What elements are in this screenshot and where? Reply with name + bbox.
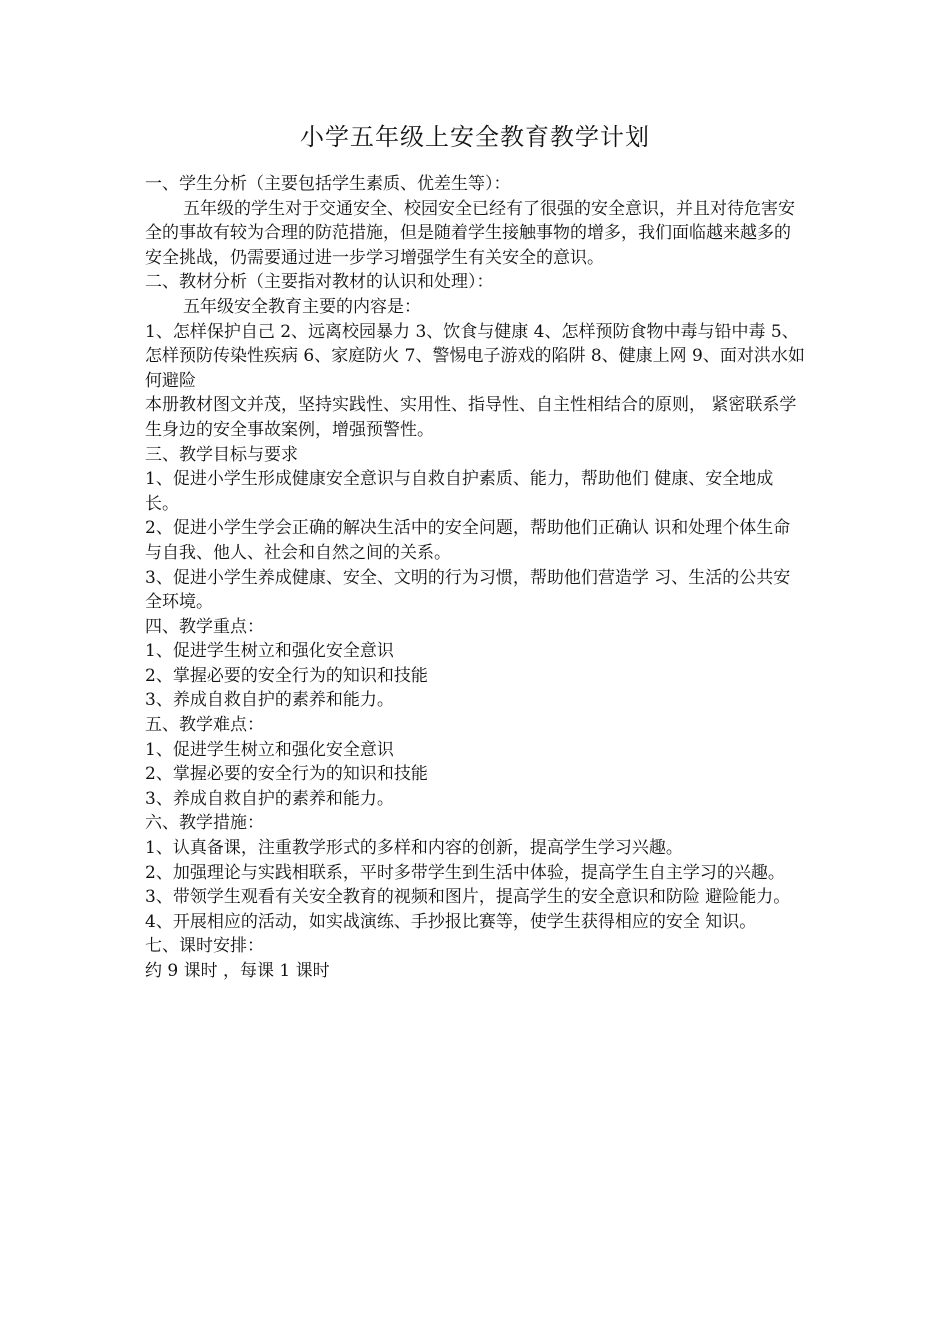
textbook-content-list: 1、怎样保护自己 2、远离校园暴力 3、饮食与健康 4、怎样预防食物中毒与铅中毒 5、怎样预防传染性疾病 6、家庭防火 7、警惕电子游戏的陷阱 8、健康上网 9、面对洪水如何避险 (145, 321, 805, 391)
measure-item: 4、开展相应的活动，如实战演练、手抄报比赛等，使学生获得相应的安全 知识。 (145, 911, 757, 932)
section-heading-goals: 三、教学目标与要求 (145, 444, 298, 465)
difficulty-item: 1、促进学生树立和强化安全意识 (145, 739, 394, 760)
goal-item: 3、促进小学生养成健康、安全、文明的行为习惯，帮助他们营造学 习、生活的公共安全环境。 (145, 567, 791, 613)
textbook-intro: 五年级安全教育主要的内容是： (183, 296, 421, 317)
section-heading-student-analysis: 一、学生分析（主要包括学生素质、优差生等）： (145, 174, 511, 194)
student-analysis-paragraph: 五年级的学生对于交通安全、校园安全已经有了很强的安全意识，并且对待危害安全的事故有较为合理的防范措施，但是随着学生接触事物的增多，我们面临越来越多的安全挑战，仍需要通过进一步学习增强学生有关安全的意识。 (145, 198, 795, 268)
section-heading-difficulties: 五、教学难点： (145, 715, 264, 736)
goal-item: 2、促进小学生学会正确的解决生活中的安全问题，帮助他们正确认 识和处理个体生命与自我、他人、社会和自然之间的关系。 (145, 518, 791, 563)
section-heading-key-points: 四、教学重点： (145, 616, 264, 637)
document-title: 小学五年级上安全教育教学计划 (300, 123, 650, 151)
difficulty-item: 3、养成自救自护的素养和能力。 (145, 788, 394, 809)
goal-item: 1、促进小学生形成健康安全意识与自救自护素质、能力，帮助他们 健康、安全地成长。 (145, 469, 774, 514)
section-heading-textbook-analysis: 二、教材分析（主要指对教材的认识和处理）： (145, 272, 494, 293)
key-point-item: 1、促进学生树立和强化安全意识 (145, 641, 394, 662)
measure-item: 2、加强理论与实践相联系，平时多带学生到生活中体验，提高学生自主学习的兴趣。 (145, 862, 785, 883)
section-heading-measures: 六、教学措施： (145, 813, 264, 834)
document-body (145, 172, 805, 984)
textbook-paragraph: 本册教材图文并茂，坚持实践性、实用性、指导性、自主性相结合的原则， 紧密联系学生身边的安全事故案例，增强预警性。 (145, 395, 797, 440)
measure-item: 1、认真备课，注重教学形式的多样和内容的创新，提高学生学习兴趣。 (145, 838, 683, 859)
schedule-text: 约 9 课时 ，每课 1 课时 (145, 961, 330, 981)
key-point-item: 2、掌握必要的安全行为的知识和技能 (145, 665, 428, 686)
section-heading-schedule: 七、课时安排： (145, 936, 264, 957)
key-point-item: 3、养成自救自护的素养和能力。 (145, 690, 394, 711)
difficulty-item: 2、掌握必要的安全行为的知识和技能 (145, 764, 428, 785)
measure-item: 3、带领学生观看有关安全教育的视频和图片，提高学生的安全意识和防险 避险能力。 (145, 887, 791, 908)
